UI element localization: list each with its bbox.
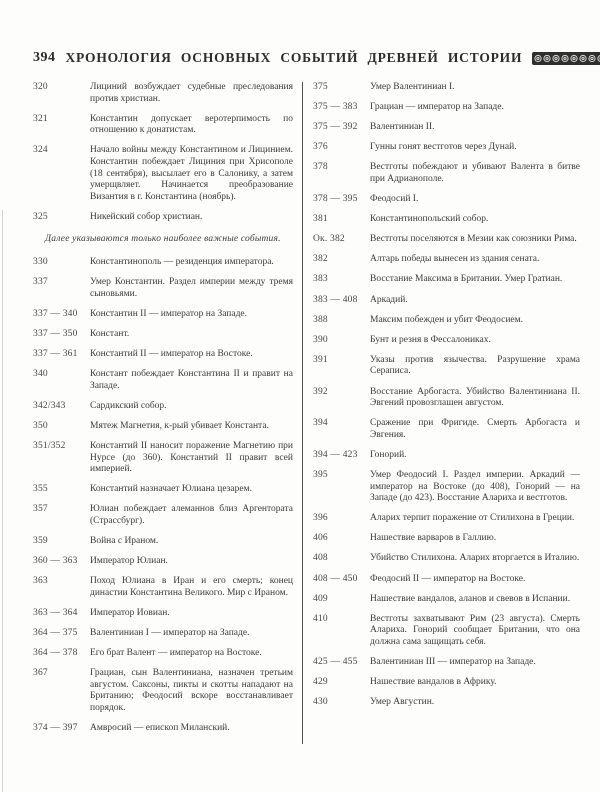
entry-year: 383 (313, 274, 328, 285)
entry-year: 337 (33, 277, 48, 288)
chronology-entry (33, 82, 293, 105)
entry-text: Феодосий I. (370, 194, 419, 205)
entry-year: 337 — 340 (33, 308, 78, 319)
entry-year: 388 (313, 314, 328, 325)
entry-text: Император Юлиан. (90, 556, 168, 567)
chronology-entry (313, 697, 580, 709)
entry-text: Константий II наносит поражение Магнетию при Нурсе (до 360). Константий II правит всей империей. (90, 440, 293, 475)
chronology-entry (313, 194, 580, 206)
entry-text: Его брат Валент — император на Востоке. (90, 648, 262, 659)
chronology-entry (313, 122, 580, 134)
entry-year: 430 (313, 697, 328, 708)
entry-text: Убийство Стилихона. Аларих вторгается в Италию. (370, 553, 580, 564)
chronology-entry (33, 628, 293, 640)
entry-text: Бунт и резня в Фессалониках. (370, 334, 491, 345)
entry-text: Констант побеждает Константина II и правит на Западе. (90, 369, 293, 391)
entry-year: 367 (33, 668, 48, 679)
chronology-entry (33, 441, 293, 476)
entry-year: 360 — 363 (33, 556, 78, 567)
entry-text: Аркадий. (370, 294, 408, 305)
chronology-entry (33, 349, 293, 361)
chronology-entry (313, 574, 580, 586)
entry-year: 324 (33, 145, 48, 156)
entry-year: 375 — 383 (313, 102, 358, 113)
entry-text: Констант. (90, 328, 130, 339)
chronology-entry (33, 212, 293, 224)
entry-year: 406 (313, 533, 328, 544)
entry-text: Валентиниан II. (370, 122, 435, 133)
chronology-entry (313, 657, 580, 669)
entry-year: 409 (313, 593, 328, 604)
entry-text: Нашествие вандалов, аланов и свевов в Испании. (370, 593, 571, 604)
entry-year: 395 (313, 469, 328, 480)
entry-year: 340 (33, 369, 48, 380)
chronology-entry (33, 723, 293, 735)
entry-text: Алтарь победы вынесен из здания сената. (370, 254, 540, 265)
chronology-entry (313, 102, 580, 114)
entry-text: Юлиан побеждает алеманнов близ Аргентората (Страссбург). (90, 504, 293, 526)
chronology-entry (33, 329, 293, 341)
chronology-entry (33, 668, 293, 714)
entry-year: 350 (33, 420, 48, 431)
chronology-entry (313, 234, 580, 246)
entry-year: 342/343 (33, 400, 66, 411)
entry-text: Вестготы поселяются в Мезии как союзники Рима. (370, 234, 577, 245)
chronology-entry (313, 274, 580, 286)
chronology-entry (313, 82, 580, 94)
chronology-entry (313, 254, 580, 266)
entry-text: Нашествие варваров в Галлию. (370, 533, 497, 544)
chronology-entry (33, 648, 293, 660)
chronology-entry (33, 576, 293, 599)
chronology-entry (313, 450, 580, 462)
chronology-entry (313, 315, 580, 327)
chronology-columns (33, 82, 580, 782)
chronology-entry (33, 257, 293, 269)
chronology-entry (33, 114, 293, 137)
chronology-entry (313, 594, 580, 606)
entry-year: 378 — 395 (313, 194, 358, 205)
entry-text: Константин II — император на Западе. (90, 308, 248, 319)
entry-text: Восстание Максима в Британии. Умер Гратиан. (370, 274, 563, 285)
chronology-entry (33, 421, 293, 433)
entry-year: 378 (313, 162, 328, 173)
chronology-entry (313, 553, 580, 565)
entry-year: Ок. 382 (313, 234, 345, 245)
entry-text: Никейский собор христиан. (90, 211, 203, 222)
entry-text: Феодосий II — император на Востоке. (370, 573, 526, 584)
page-title: ХРОНОЛОГИЯ ОСНОВНЫХ СОБЫТИЙ ДРЕВНЕЙ ИСТОРИИ (65, 50, 523, 65)
entry-year: 359 (33, 536, 48, 547)
chronology-entry (313, 355, 580, 378)
entry-year: 364 — 375 (33, 628, 78, 638)
entry-year: 357 (33, 504, 48, 515)
chronology-entry (33, 504, 293, 527)
chronology-entry (313, 513, 580, 525)
entry-year: 321 (33, 113, 48, 124)
entry-year: 376 (313, 142, 328, 153)
entry-year: 408 (313, 553, 328, 564)
entry-text: Грациан, сын Валентиниана, назначен третьим августом. Саксоны, пикты и скотты нападают на Британию; Феодосий вскоре восстанавливает порядок. (90, 668, 293, 713)
page-header (33, 50, 580, 66)
chronology-entry (313, 162, 580, 185)
entry-text: Умер Августин. (370, 697, 435, 708)
entry-text: Валентиниан I — император на Западе. (90, 628, 250, 638)
chronology-entry (33, 536, 293, 548)
entry-text: Максим побежден и убит Феодосием. (370, 314, 524, 325)
entry-text: Аларих терпит поражение от Стилихона в Греции. (370, 513, 575, 524)
chronology-entry (33, 309, 293, 321)
entry-year: 394 (313, 418, 328, 429)
entry-text: Начало войны между Константином и Лицинием. Константин побеждает Лициния при Хрисополе (18 сентября), высылает его в Салонику, а затем умерщвляет. Начинается преобразование Византия в г. Константина (ноябрь). (90, 145, 293, 202)
entry-year: 337 — 361 (33, 349, 78, 359)
chronology-entry (33, 608, 293, 620)
chronology-entry (313, 295, 580, 307)
entry-year: 363 (33, 576, 48, 587)
entry-text: Константий II — император на Востоке. (90, 349, 253, 359)
greek-ornament-band (532, 52, 600, 65)
entry-year: 374 — 397 (33, 723, 78, 734)
entry-year: 337 — 350 (33, 328, 78, 339)
entry-year: 410 (313, 613, 328, 624)
entry-text: Умер Константин. Раздел империи между тремя сыновьями. (90, 277, 293, 299)
chronology-entry (33, 369, 293, 392)
chronology-entry (313, 142, 580, 154)
chronology-entry (313, 335, 580, 347)
chronology-entry (313, 387, 580, 410)
chronology-entry (313, 533, 580, 545)
entry-text: Гонорий. (370, 449, 407, 460)
entry-year: 396 (313, 513, 328, 524)
entry-text: Восстание Арбогаста. Убийство Валентиниана II. Эвгений провозглашен августом. (370, 386, 580, 409)
chronology-entry (33, 401, 293, 413)
chronology-entry (33, 556, 293, 568)
entry-text: Сардикский собор. (90, 400, 167, 411)
entry-text: Константинополь — резиденция императора. (90, 257, 274, 268)
entry-text: Нашествие вандалов в Африку. (370, 677, 497, 688)
entry-text: Гунны гонят вестготов через Дунай. (370, 142, 517, 153)
entry-text: Валентиниан III — император на Западе. (370, 657, 536, 667)
left-column (33, 82, 302, 743)
entry-year: 392 (313, 386, 328, 397)
entry-year: 363 — 364 (33, 607, 78, 618)
entry-text: Война с Ираном. (90, 536, 159, 547)
chronology-entry (33, 484, 293, 496)
scan-edge-line (2, 210, 3, 792)
entry-text: Амвросий — епископ Миланский. (90, 723, 230, 734)
entry-year: 320 (33, 82, 48, 92)
chronology-entry (33, 277, 293, 300)
right-column (303, 82, 580, 717)
entry-text: Мятеж Магнетия, к-рый убивает Константа. (90, 420, 269, 431)
chronology-entry (313, 677, 580, 689)
entry-text: Грациан — император на Западе. (370, 102, 504, 113)
entry-year: 330 (33, 257, 48, 268)
page-number: 394 (33, 50, 56, 65)
entry-year: 383 — 408 (313, 294, 358, 305)
entry-year: 382 (313, 254, 328, 265)
entry-text: Вестготы захватывают Рим (23 августа). Смерть Алариха. Гонорий сообщает Британии, что она должна сама защищать себя. (370, 613, 580, 647)
entry-year: 391 (313, 354, 328, 365)
entry-text: Указы против язычества. Разрушение храма Сераписа. (370, 354, 580, 377)
entry-text: Умер Феодосий I. Раздел империи. Аркадий — император на Востоке (до 408), Гонорий — на Западе (до 423). Восстание Алариха и вестготов. (370, 469, 580, 504)
chronology-entry (313, 418, 580, 441)
entry-year: 364 — 378 (33, 648, 78, 659)
chronology-entry (313, 470, 580, 505)
entry-text: Константин допускает веротерпимость по отношению к донатистам. (90, 113, 293, 136)
entry-year: 390 (313, 334, 328, 345)
entry-year: 425 — 455 (313, 657, 358, 667)
entry-text: Константинопольский собор. (370, 214, 489, 225)
entry-text: Вестготы побеждают и убивают Валента в битве при Адрианополе. (370, 162, 580, 184)
entry-year: 394 — 423 (313, 449, 358, 460)
entry-year: 408 — 450 (313, 573, 358, 584)
chronology-entry (313, 614, 580, 649)
entry-text: Император Иовиан. (90, 607, 170, 618)
entry-year: 355 (33, 484, 48, 495)
entry-year: 375 (313, 82, 328, 92)
entry-year: 375 — 392 (313, 122, 358, 133)
entry-year: 325 (33, 211, 48, 222)
entry-text: Поход Юлиана в Иран и его смерть; конец династии Константина Великого. Мир с Ираном. (90, 576, 293, 598)
entry-text: Константий назначает Юлиана цезарем. (90, 484, 252, 495)
note-important-events: Далее указываются только наиболее важные события. (45, 234, 281, 245)
chronology-entry (33, 145, 293, 203)
entry-year: 381 (313, 214, 328, 225)
entry-text: Сражение при Фригиде. Смерть Арбогаста и Эвгения. (370, 418, 580, 440)
entry-year: 429 (313, 677, 328, 688)
chronology-entry (313, 214, 580, 226)
entry-year: 351/352 (33, 440, 66, 451)
entry-text: Лициний возбуждает судебные преследования против христиан. (90, 82, 293, 104)
entry-text: Умер Валентиниан I. (370, 82, 455, 92)
